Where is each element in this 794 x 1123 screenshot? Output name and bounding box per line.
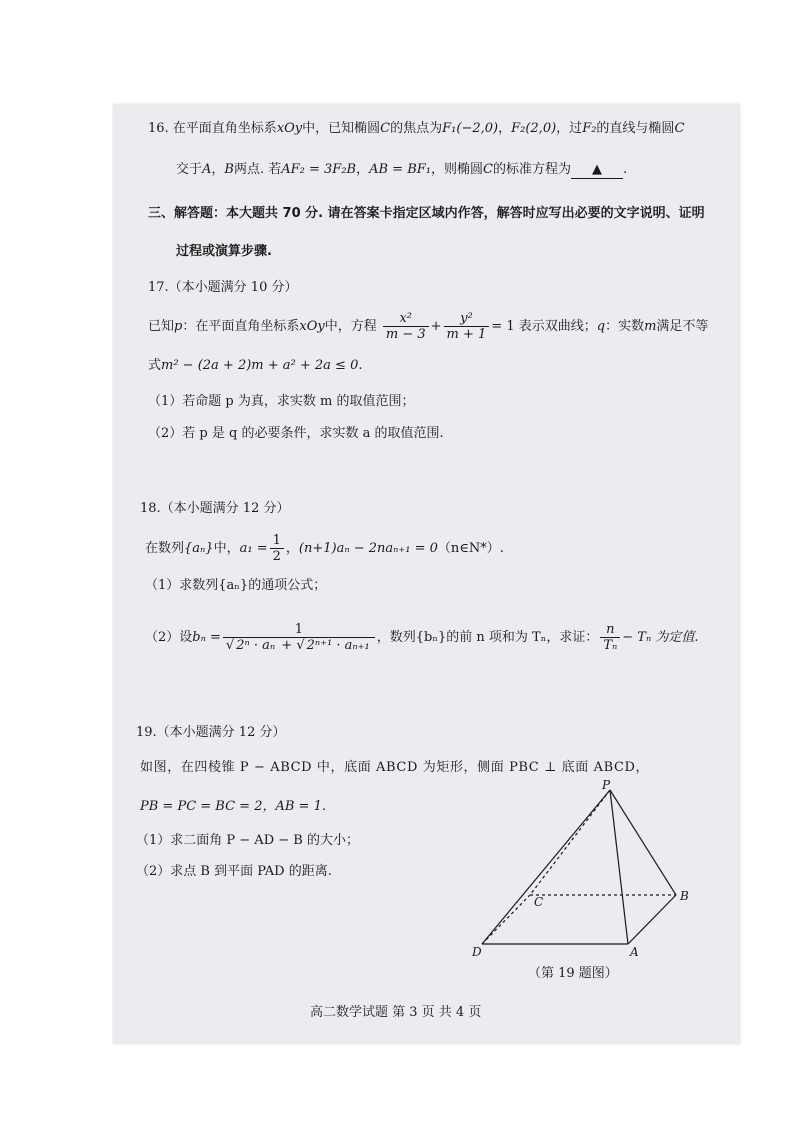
pyramid-figure	[470, 778, 700, 956]
label-C: C	[534, 895, 544, 909]
label-B: B	[680, 889, 689, 903]
q19-line1: 如图，在四棱锥 P − ABCD 中，底面 ABCD 为矩形，侧面 PBC ⊥ 底面 ABCD，	[140, 760, 650, 775]
fraction-y: $\frac{\text{y²}}{m + 1}$	[444, 311, 490, 342]
q16-line2: 交于A，B两点. 若AF₂ = 3F₂B，AB = BF₁，则椭圆C的标准方程为 ▲ .	[176, 162, 628, 177]
figure-caption: （第 19 题图）	[528, 966, 618, 981]
edge-PD	[482, 790, 610, 944]
q18-part2: （2）设bₙ = $\frac{1}{\text{√ 2ⁿ · aₙ + √ 2ⁿ⁺¹ · aₙ₊₁}}$ ，数列{bₙ}的前 n 项和为 Tₙ，求证： $\frac{n}{\text{Tₙ}}$ − Tₙ 为定值.	[145, 622, 699, 653]
q18-given: 在数列{aₙ}中，a₁ = $\frac{1}{2}$ ，(n+1)aₙ − 2naₙ₊₁ = 0（n∈N*）.	[145, 533, 504, 564]
answer-blank: ▲	[571, 162, 623, 179]
q19-heading: 19.（本小题满分 12 分）	[136, 725, 286, 740]
section3-heading-line1: 三、解答题：本大题共 70 分. 请在答案卡指定区域内作答，解答时应写出必要的文字说明、证明	[148, 206, 705, 221]
fraction-half: $\frac{1}{2}$	[270, 533, 284, 564]
edge-AB	[628, 895, 676, 944]
section3-heading-line2: 过程或演算步骤.	[176, 244, 272, 259]
fraction-n-over-tn: $\frac{n}{\text{Tₙ}}$	[600, 622, 620, 653]
q17-heading: 17.（本小题满分 10 分）	[148, 280, 298, 295]
label-D: D	[472, 945, 482, 956]
q19-line2: PB = PC = BC = 2，AB = 1.	[140, 799, 326, 814]
q17-part2: （2）若 p 是 q 的必要条件，求实数 a 的取值范围.	[148, 426, 444, 441]
q17-given: 已知p：在平面直角坐标系xOy中，方程 $\frac{\text{x²}}{m - 3}$ + $\frac{\text{y²}}{m + 1}$ = 1 表示双曲线；q：实数m满足不等	[148, 311, 709, 342]
fraction-bn: $\frac{1}{\text{√ 2ⁿ · aₙ + √ 2ⁿ⁺¹ · aₙ₊₁}}$	[223, 622, 375, 653]
q18-heading: 18.（本小题满分 12 分）	[140, 501, 290, 516]
edge-PA	[610, 790, 628, 944]
q19-part1: （1）求二面角 P − AD − B 的大小；	[136, 833, 359, 848]
q17-inequality: 式m² − (2a + 2)m + a² + 2a ≤ 0.	[148, 358, 363, 373]
label-P: P	[602, 778, 611, 792]
edge-PC	[530, 790, 610, 895]
q19-part2: （2）求点 B 到平面 PAD 的距离.	[136, 864, 332, 879]
q18-part1: （1）求数列{aₙ}的通项公式；	[145, 578, 327, 593]
q16-line1: 16. 在平面直角坐标系xOy中，已知椭圆C的焦点为F₁(−2,0)，F₂(2,0)，过F₂的直线与椭圆C	[148, 121, 685, 136]
q17-part1: （1）若命题 p 为真，求实数 m 的取值范围；	[148, 394, 415, 409]
page-footer: 高二数学试题 第 3 页 共 4 页	[310, 1005, 482, 1020]
edge-DC	[482, 895, 530, 944]
fraction-x: $\frac{\text{x²}}{m - 3}$	[383, 311, 429, 342]
label-A: A	[630, 945, 639, 956]
